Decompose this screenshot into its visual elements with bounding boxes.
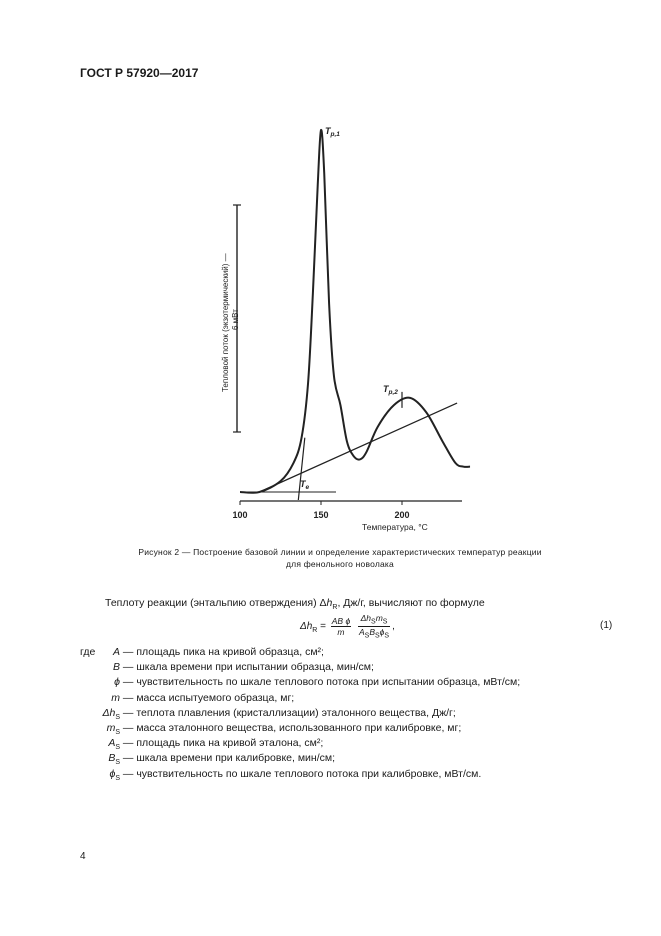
definition-symbol: $\phi_S$ <box>109 767 120 782</box>
svg-text:Te <box>300 479 310 491</box>
page-number: 4 <box>80 851 86 862</box>
x-tick-label: 200 <box>394 510 410 520</box>
frac2-numerator: $\Delta h_Sm_S$ <box>358 613 390 627</box>
definition-item <box>109 768 481 782</box>
x-ticks <box>232 501 409 520</box>
definition-text: — масса испытуемого образца, мг; <box>120 691 295 704</box>
document-header: ГОСТ Р 57920—2017 <box>80 66 199 80</box>
definition-item <box>111 692 294 706</box>
definition-prefix: где <box>80 646 99 658</box>
definition-text: — чувствительность по шкале теплового потока при калибровке, мВт/см. <box>120 767 482 780</box>
formula-eq: = <box>317 620 329 632</box>
definition-item <box>113 661 374 675</box>
peak2-sub: p,2 <box>388 389 398 396</box>
definition-item <box>80 646 324 660</box>
dsc-curve <box>240 130 470 493</box>
x-tick-label: 150 <box>313 510 329 520</box>
definition-text: — теплота плавления (кристаллизации) эталонного вещества, Дж/г; <box>120 706 456 719</box>
formula-intro <box>105 597 485 611</box>
definition-text: — масса эталонного вещества, использованного при калибровке, мг; <box>120 722 462 734</box>
definition-item <box>114 676 520 690</box>
definition-symbol: B <box>112 661 120 674</box>
definition-text: — шкала времени при испытании образца, мин/см; <box>120 661 374 674</box>
definition-item <box>108 737 323 751</box>
definition-symbol: A <box>112 646 120 658</box>
frac1-numerator: AB ϕ <box>331 615 351 626</box>
formula-fraction-2 <box>358 613 390 639</box>
definition-item <box>108 752 335 766</box>
baseline-line <box>259 403 457 492</box>
formula-fraction-1 <box>331 616 351 637</box>
definition-symbol: ϕ <box>114 676 120 689</box>
formula-number: (1) <box>600 620 613 631</box>
intro-var: h <box>326 597 333 609</box>
formula-tail: , <box>392 620 395 632</box>
definition-symbol: $A_S$ <box>108 737 120 752</box>
definition-text: — чувствительность по шкале теплового потока при испытании образца, мВт/см; <box>120 676 521 689</box>
svg-text:Tp,1 <box>325 126 340 138</box>
formula-1 <box>300 613 395 639</box>
x-tick-label: 100 <box>232 510 248 520</box>
peak2-label: T <box>383 384 389 394</box>
y-scale-label: 6 мВт <box>231 309 240 330</box>
definition-text: — шкала времени при калибровке, мин/см; <box>120 752 336 765</box>
formula-lhs: Δh <box>300 620 313 632</box>
definition-symbol: $\Delta h_S$ <box>102 706 120 721</box>
onset-label: T <box>300 479 306 489</box>
definition-item <box>107 722 462 736</box>
definition-symbol: m <box>111 691 120 704</box>
definition-symbol: $m_S$ <box>106 722 120 737</box>
peak1-label: T <box>325 126 331 136</box>
x-axis-label: Температура, °С <box>362 522 428 532</box>
peak1-sub: p,1 <box>330 131 340 138</box>
definition-symbol: $B_S$ <box>108 752 120 767</box>
curve-group <box>240 130 470 500</box>
formula-lhs-sub: R <box>312 626 318 634</box>
onset-sub: e <box>305 484 310 491</box>
frac2-denominator: $A_SB_S\phi_S$ <box>358 626 390 640</box>
svg-text:Tp,2 <box>383 384 398 396</box>
definition-item <box>102 707 455 721</box>
intro-sub: R <box>332 604 338 612</box>
definition-text: — площадь пика на кривой образца, см²; <box>120 646 324 658</box>
intro-after: , Дж/г, вычисляют по формуле <box>337 597 485 609</box>
intro-before: Теплоту реакции (энтальпию отверждения) Δ <box>105 597 327 609</box>
figure-caption-line2: для фенольного новолака <box>286 559 394 569</box>
definition-text: — площадь пика на кривой эталона, см²; <box>120 737 324 750</box>
figure-caption-line1: Рисунок 2 — Построение базовой линии и определение характеристических температур реакции <box>138 547 542 557</box>
frac1-denominator: m <box>337 626 345 637</box>
y-axis-label: Тепловой поток (экзотермический) — <box>221 253 230 392</box>
